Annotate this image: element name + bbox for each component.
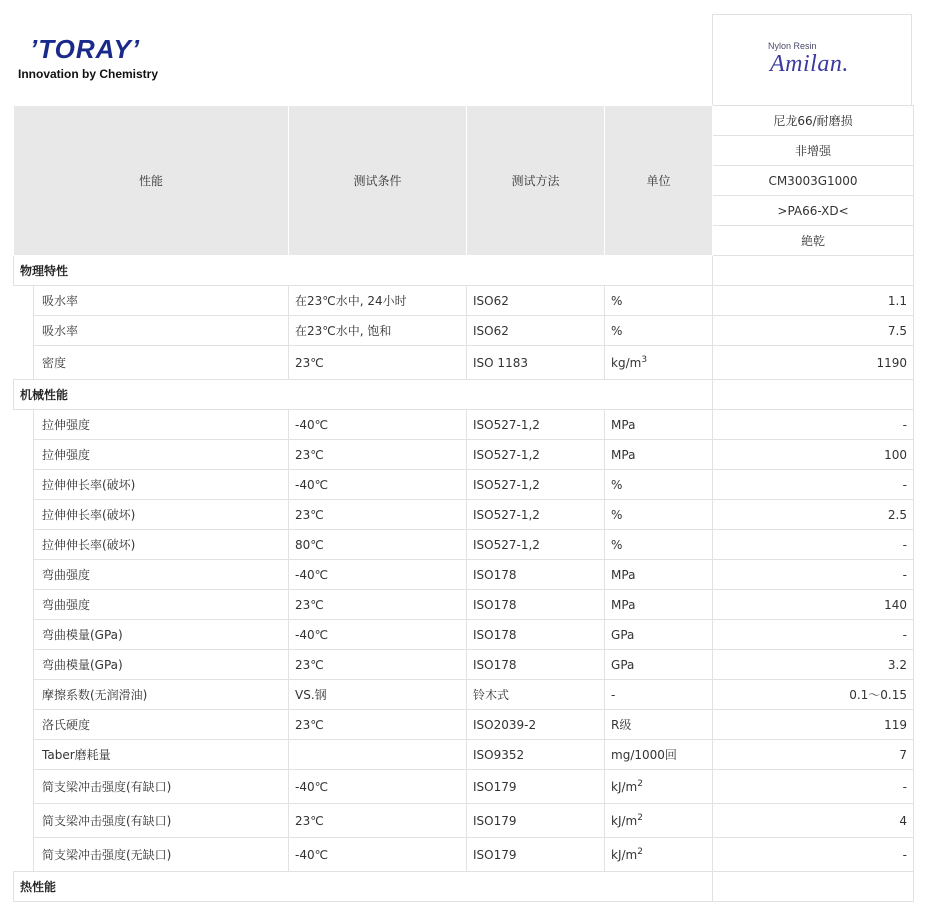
property-cell: 简支梁冲击强度(有缺口) — [34, 804, 289, 838]
table-row — [14, 620, 914, 650]
unit-cell — [605, 440, 713, 470]
value-cell: 140 — [713, 590, 914, 620]
property-cell: 弯曲模量(GPa) — [34, 650, 289, 680]
unit-cell — [605, 316, 713, 346]
method-cell: ISO62 — [467, 316, 605, 346]
header-row — [14, 106, 914, 136]
value-cell: 119 — [713, 710, 914, 740]
section-header-row — [14, 872, 914, 902]
row-indent — [14, 346, 34, 380]
condition-cell: 23℃ — [289, 440, 467, 470]
section-header-row — [14, 380, 914, 410]
grade-code: CM3003G1000 — [713, 166, 914, 196]
property-cell: 吸水率 — [34, 316, 289, 346]
property-cell: 简支梁冲击强度(无缺口) — [34, 838, 289, 872]
row-indent — [14, 650, 34, 680]
grade-category: 尼龙66/耐磨损 — [713, 106, 914, 136]
property-cell: 拉伸强度 — [34, 410, 289, 440]
row-indent — [14, 620, 34, 650]
unit-text: MPa — [611, 417, 636, 432]
row-indent — [14, 316, 34, 346]
row-indent — [14, 838, 34, 872]
condition-cell: 23℃ — [289, 650, 467, 680]
value-cell: 3.2 — [713, 650, 914, 680]
row-indent — [14, 680, 34, 710]
method-cell: ISO178 — [467, 620, 605, 650]
table-row — [14, 740, 914, 770]
method-cell: 铃木式 — [467, 680, 605, 710]
property-cell: 拉伸伸长率(破坏) — [34, 530, 289, 560]
table-row — [14, 710, 914, 740]
grade-reinforcement: 非增强 — [713, 136, 914, 166]
unit-text: kg/m — [611, 356, 642, 370]
table-row — [14, 530, 914, 560]
property-cell: 摩擦系数(无润滑油) — [34, 680, 289, 710]
col-header-property: 性能 — [14, 106, 289, 256]
unit-text: % — [611, 323, 623, 338]
unit-superscript: 3 — [641, 355, 648, 365]
grade-condition: 絶乾 — [713, 226, 914, 256]
grade-material-mark: >PA66-XD< — [713, 196, 914, 226]
property-cell: 吸水率 — [34, 286, 289, 316]
condition-cell — [289, 740, 467, 770]
section-header-row — [14, 256, 914, 286]
unit-cell — [605, 680, 713, 710]
table-row — [14, 590, 914, 620]
value-cell: - — [713, 620, 914, 650]
condition-cell: -40℃ — [289, 620, 467, 650]
value-cell: 100 — [713, 440, 914, 470]
table-row — [14, 470, 914, 500]
value-cell: - — [713, 838, 914, 872]
method-cell: ISO527-1,2 — [467, 470, 605, 500]
method-cell: ISO178 — [467, 650, 605, 680]
value-cell: 2.5 — [713, 500, 914, 530]
unit-cell — [605, 346, 713, 380]
property-cell: 弯曲模量(GPa) — [34, 620, 289, 650]
section-title: 物理特性 — [14, 256, 713, 286]
method-cell: ISO179 — [467, 838, 605, 872]
value-cell: - — [713, 530, 914, 560]
unit-cell — [605, 740, 713, 770]
toray-logo: ’TORAY’ — [30, 34, 141, 64]
condition-cell: 在23℃水中, 24小时 — [289, 286, 467, 316]
unit-text: kJ/m — [611, 814, 638, 828]
value-cell: - — [713, 410, 914, 440]
unit-superscript: 2 — [637, 847, 643, 857]
unit-text: % — [611, 477, 623, 492]
product-line-label: Nylon Resin — [768, 41, 817, 51]
property-cell: 拉伸强度 — [34, 440, 289, 470]
unit-cell — [605, 710, 713, 740]
unit-cell — [605, 620, 713, 650]
condition-cell: -40℃ — [289, 560, 467, 590]
row-indent — [14, 590, 34, 620]
value-cell: 0.1～0.15 — [713, 680, 914, 710]
condition-cell: -40℃ — [289, 770, 467, 804]
condition-cell: VS.钢 — [289, 680, 467, 710]
unit-text: kJ/m — [611, 848, 638, 862]
product-logo-box — [712, 14, 912, 105]
unit-cell — [605, 804, 713, 838]
unit-superscript: 2 — [637, 779, 643, 789]
condition-cell: 23℃ — [289, 346, 467, 380]
method-cell: ISO 1183 — [467, 346, 605, 380]
unit-cell — [605, 530, 713, 560]
unit-text: GPa — [611, 657, 635, 672]
condition-cell: 23℃ — [289, 710, 467, 740]
method-cell: ISO527-1,2 — [467, 410, 605, 440]
method-cell: ISO2039-2 — [467, 710, 605, 740]
value-cell: - — [713, 770, 914, 804]
unit-cell — [605, 470, 713, 500]
row-indent — [14, 710, 34, 740]
method-cell: ISO527-1,2 — [467, 500, 605, 530]
property-cell: 拉伸伸长率(破坏) — [34, 470, 289, 500]
property-cell: 弯曲强度 — [34, 560, 289, 590]
property-cell: 弯曲强度 — [34, 590, 289, 620]
table-row — [14, 838, 914, 872]
row-indent — [14, 740, 34, 770]
row-indent — [14, 500, 34, 530]
method-cell: ISO178 — [467, 560, 605, 590]
unit-text: MPa — [611, 447, 636, 462]
unit-text: % — [611, 507, 623, 522]
table-row — [14, 560, 914, 590]
unit-text: GPa — [611, 627, 635, 642]
property-cell: Taber磨耗量 — [34, 740, 289, 770]
value-cell: 1.1 — [713, 286, 914, 316]
unit-cell — [605, 590, 713, 620]
value-cell: - — [713, 560, 914, 590]
value-cell: 1190 — [713, 346, 914, 380]
row-indent — [14, 440, 34, 470]
property-cell: 简支梁冲击强度(有缺口) — [34, 770, 289, 804]
unit-cell — [605, 770, 713, 804]
method-cell: ISO527-1,2 — [467, 440, 605, 470]
unit-cell — [605, 560, 713, 590]
method-cell: ISO527-1,2 — [467, 530, 605, 560]
col-header-method: 测试方法 — [467, 106, 605, 256]
unit-text: kJ/m — [611, 780, 638, 794]
unit-cell — [605, 838, 713, 872]
header-logo-area — [0, 0, 712, 105]
unit-cell — [605, 650, 713, 680]
section-value-blank — [713, 872, 914, 902]
condition-cell: 80℃ — [289, 530, 467, 560]
method-cell: ISO179 — [467, 770, 605, 804]
value-cell: 4 — [713, 804, 914, 838]
table-row — [14, 316, 914, 346]
condition-cell: 23℃ — [289, 804, 467, 838]
section-value-blank — [713, 256, 914, 286]
method-cell: ISO178 — [467, 590, 605, 620]
section-title: 机械性能 — [14, 380, 713, 410]
method-cell: ISO179 — [467, 804, 605, 838]
table-row — [14, 680, 914, 710]
condition-cell: -40℃ — [289, 410, 467, 440]
row-indent — [14, 560, 34, 590]
amilan-logo: Amilan. — [770, 51, 849, 77]
condition-cell: -40℃ — [289, 470, 467, 500]
row-indent — [14, 804, 34, 838]
property-cell: 拉伸伸长率(破坏) — [34, 500, 289, 530]
properties-table — [13, 105, 914, 902]
table-row — [14, 346, 914, 380]
section-title: 热性能 — [14, 872, 713, 902]
table-row — [14, 440, 914, 470]
table-row — [14, 650, 914, 680]
unit-text: MPa — [611, 597, 636, 612]
row-indent — [14, 286, 34, 316]
table-row — [14, 410, 914, 440]
property-cell: 密度 — [34, 346, 289, 380]
row-indent — [14, 530, 34, 560]
row-indent — [14, 770, 34, 804]
row-indent — [14, 470, 34, 500]
value-cell: 7 — [713, 740, 914, 770]
condition-cell: 23℃ — [289, 500, 467, 530]
value-cell: - — [713, 470, 914, 500]
unit-text: MPa — [611, 567, 636, 582]
unit-superscript: 2 — [637, 813, 643, 823]
table-row — [14, 286, 914, 316]
condition-cell: -40℃ — [289, 838, 467, 872]
unit-text: % — [611, 293, 623, 308]
unit-cell — [605, 500, 713, 530]
property-cell: 洛氏硬度 — [34, 710, 289, 740]
table-row — [14, 804, 914, 838]
condition-cell: 23℃ — [289, 590, 467, 620]
table-row — [14, 770, 914, 804]
unit-text: R级 — [611, 718, 632, 732]
method-cell: ISO9352 — [467, 740, 605, 770]
value-cell: 7.5 — [713, 316, 914, 346]
unit-text: % — [611, 537, 623, 552]
method-cell: ISO62 — [467, 286, 605, 316]
condition-cell: 在23℃水中, 饱和 — [289, 316, 467, 346]
table-row — [14, 500, 914, 530]
toray-tagline: Innovation by Chemistry — [18, 67, 159, 81]
unit-cell — [605, 410, 713, 440]
col-header-unit: 单位 — [605, 106, 713, 256]
row-indent — [14, 410, 34, 440]
unit-text: - — [611, 687, 616, 702]
unit-cell — [605, 286, 713, 316]
section-value-blank — [713, 380, 914, 410]
col-header-condition: 测试条件 — [289, 106, 467, 256]
unit-text: mg/1000回 — [611, 748, 677, 762]
